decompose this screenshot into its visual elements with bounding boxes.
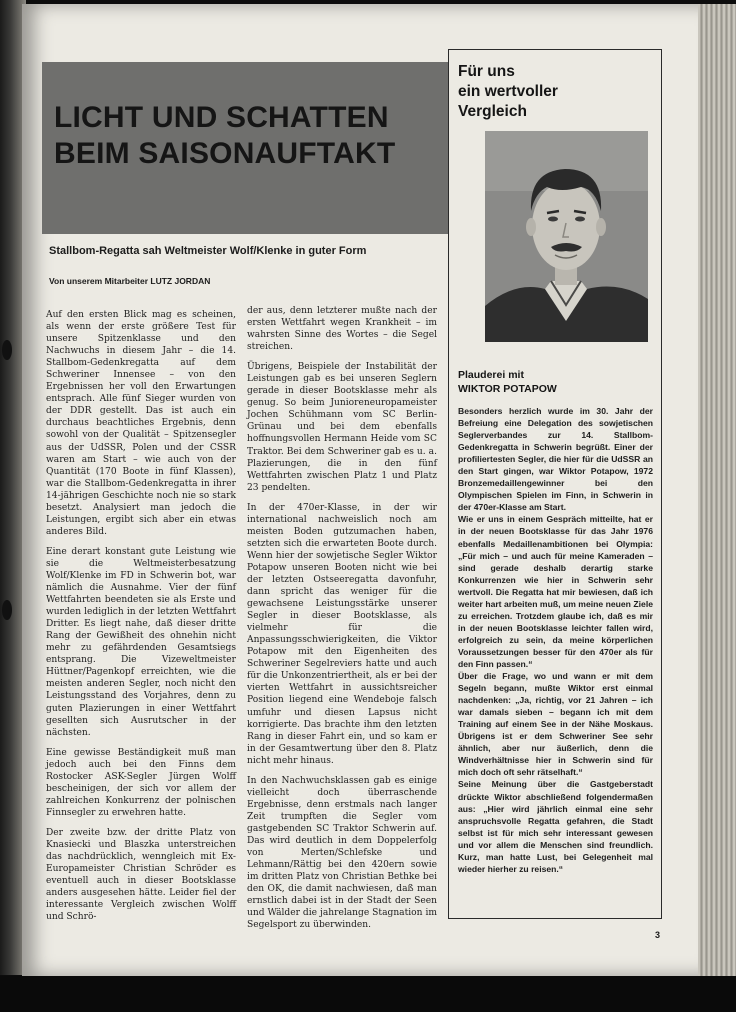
article-column-1 [46,309,236,931]
background-bottom [0,976,736,1012]
headline-line-1: LICHT UND SCHATTEN [54,101,389,134]
headline [54,100,395,172]
subheadline: Stallbom-Regatta sah Weltmeister Wolf/Klenke in guter Form [49,245,367,257]
interview-heading [458,368,557,396]
interview-heading-line-1: Plauderei mit [458,369,524,381]
portrait-illustration [485,131,648,342]
paragraph: Eine derart konstant gute Leistung wie sie die Weltmeisterbesatzung Wolf/Klenke im FD in Schwerin bot, war nämlich die Ausnahme. Vier der fünf Wettfahrten beendeten sie als Erste und wurden lediglich in der letzten Wettfahrt Dritter. Es liegt nahe, daß dieser dritte Rang der Gewißheit des ohnehin nicht mehr zu gefährdenden Gesamtsiegs entsprang. Die Vizeweltmeister Hüttner/Pagenkopf erreichten, wie die meisten anderen Segler, noch nicht den Leistungsstand des Vorjahres, denn zu guten Plazierungen in einer Wettfahrt gesellten sich Ausrutscher in der nächsten. [46,546,236,738]
sidebar-title-line-2: ein wertvoller [458,83,558,100]
paragraph: Über die Frage, wo und wann er mit dem Segeln begann, mußte Wiktor erst einmal nachdenken: „Ja, richtig, vor 21 Jahren – ich war damals sieben – begann ich mit dem Training auf einem See in der Nähe Moskaus. Übrigens ist er dem Schweriner See sehr ähnlich, aber nur äußerlich, denn die Windverhältnisse hier in Schwerin sind für mich doch oft sehr rätselhaft.“ [458,671,653,778]
headline-line-2: BEIM SAISONAUFTAKT [54,137,396,170]
paragraph: der aus, denn letzterer mußte nach der ersten Wettfahrt wegen Krankheit – im wahrsten Sinne des Wortes – die Segel streichen. [247,306,437,353]
paragraph: Besonders herzlich wurde im 30. Jahr der Befreiung eine Delegation des sowjetischen Seglerverbandes zur 14. Stallbom-Gedenkregatta in Schwerin begrüßt. Einer der profiliertesten Segler, die hier für die UdSSR an den Start gingen, war Wiktor Potapow, 1972 Bronzemedaillengewinner bei den Olympischen Spielen im Finn, in Schwerin in der 470er-Klasse am Start. [458,406,653,513]
sidebar-box [448,49,662,919]
sidebar-title [458,62,558,122]
paragraph: Wie er uns in einem Gespräch mitteilte, hat er in der neuen Bootsklasse für das Jahr 1976 ebenfalls Medaillenambitionen bei Olympia: „Für mich – und auch für meine Kameraden – sind gerade deshalb derartig starke Konkurrenzen wie hier in Schwerin sehr wertvoll. Die Regatta hat mir bewiesen, daß ich weiter hart arbeiten muß, um meine neuen Ziele zu erreichen. Trotzdem glaube ich, daß es mir in der neuen Bootsklasse leichter fallen wird, erfolgreich zu sein, da meine körperlichen Voraussetzungen besser für den 470er als für den Finn passen.“ [458,514,653,669]
sidebar-title-line-3: Vergleich [458,103,527,120]
paragraph: Seine Meinung über die Gastgeberstadt drückte Wiktor abschließend folgendermaßen aus: „Hier wird jährlich einmal eine sehr anspruchsvolle Regatta gefahren, die Stadt selbst ist für mich sehr interessant gewesen und vor allem die Menschen sind freundlich. Kurz, man hatte Lust, bei Gelegenheit mal wieder hierher zu reisen.“ [458,779,653,874]
interview-text [458,405,653,875]
sidebar-title-line-1: Für uns [458,63,515,80]
binding-hole [2,600,12,620]
byline: Von unserem Mitarbeiter LUTZ JORDAN [49,276,211,286]
page-stack-edge [698,4,736,976]
page-number: 3 [655,930,661,940]
paragraph: Der zweite bzw. der dritte Platz von Knasiecki und Blaszka unterstreichen das nachdrücklich, wenngleich mit Ex-Europameister Christian Schröder es eventuell auch in dieser Bootsklasse anders ausgesehen hätte. Leider fiel der interessante Vergleich zwischen Wolff und Schrö- [46,827,236,923]
headline-banner [42,62,451,234]
article-column-2 [247,305,437,939]
paragraph: Auf den ersten Blick mag es scheinen, als wenn der erste größere Test für unsere Spitzenklasse und den Nachwuchs in diesem Jahr – die 14. Stallbom-Gedenkregatta auf dem Schweriner Innensee – von den Ergebnissen her voll den Erwartungen entsprach. Alle fünf Sieger wurden von der DDR gestellt. Das ist auch ein durchaus beachtliches Ergebnis, denn sowohl von der Qualität – Spitzensegler aus der UdSSR, Polen und der CSSR waren am Start – wie auch von der Quantität (170 Boote in fünf Klassen), war die Stallbom-Gedenkregatta in ihrer 14-jährigen Geschichte noch nie so stark besetzt. Analysiert man jedoch die Leistungen, ergibt sich aber ein etwas anderes Bild. [46,310,236,537]
paragraph: In den Nachwuchsklassen gab es einige vielleicht doch überraschende Ergebnisse, denn erstmals nach langer Zeit trumpften die Segler vom gastgebenden SC Traktor Schwerin auf. Das wird deutlich in dem Doppelerfolg von Merten/Schlefske und Lehmann/Rättig bei den 420ern sowie im dritten Platz von Christian Bethke bei den OK, die damit nachwiesen, daß man ernstlich dabei ist in der Stadt der Seen und Wälder die jahrelange Stagnation im Segelsport zu überwinden. [247,775,437,931]
binding-hole [2,340,12,360]
magazine-page [22,4,704,976]
portrait-photo [485,131,648,342]
paragraph: Eine gewisse Beständigkeit muß man jedoch auch bei den Finns dem Rostocker ASK-Segler Jürgen Wolff bescheinigen, der sich vor allem der zahlreichen Konkurrenz der polnischen Finnsegler zu erwehren hatte. [46,747,236,818]
paragraph: Übrigens, Beispiele der Instabilität der Leistungen gab es bei unseren Seglern gerade in dieser Bootsklasse mehr als genug. So beim Junioreneuropameister Jochen Schühmann vom SC Berlin-Grünau und bei dem ebenfalls hoffnungsvollen Hermann Heide vom SC Traktor. Bei dem Schweriner gab es u. a. Plazierungen, die in den fünf Wettfahrten zwischen Platz 1 und Platz 23 pendelten. [247,362,437,493]
interview-heading-line-2: WIKTOR POTAPOW [458,383,557,395]
paragraph: In der 470er-Klasse, in der wir international nachweislich noch am meisten Boden gutzumachen haben, setzten sich die erwarteten Boote durch. Wenn hier der sowjetische Segler Wiktor Potapow unseren Booten nicht wie bei der letzten Ostseeregatta davonfuhr, dann spricht das weniger für die gewachsene Leistungsstärke unserer Segler in dieser Bootsklasse, als vielmehr für die Anpassungsschwierigkeiten, die Viktor Potapow mit den Eigenheiten des Schweriner Segelreviers hatte und auch für die Unkonzentriertheit, als er bei der vierten Wettfahrt in aussichtsreicher Position liegend eine Wendeboje falsch umfuhr und diesen Lapsus nicht korrigierte. Das brachte ihm den letzten Rang in dieser Fahrt ein, und so kam er in der Gesamtwertung über den 8. Platz nicht mehr hinaus. [247,502,437,766]
